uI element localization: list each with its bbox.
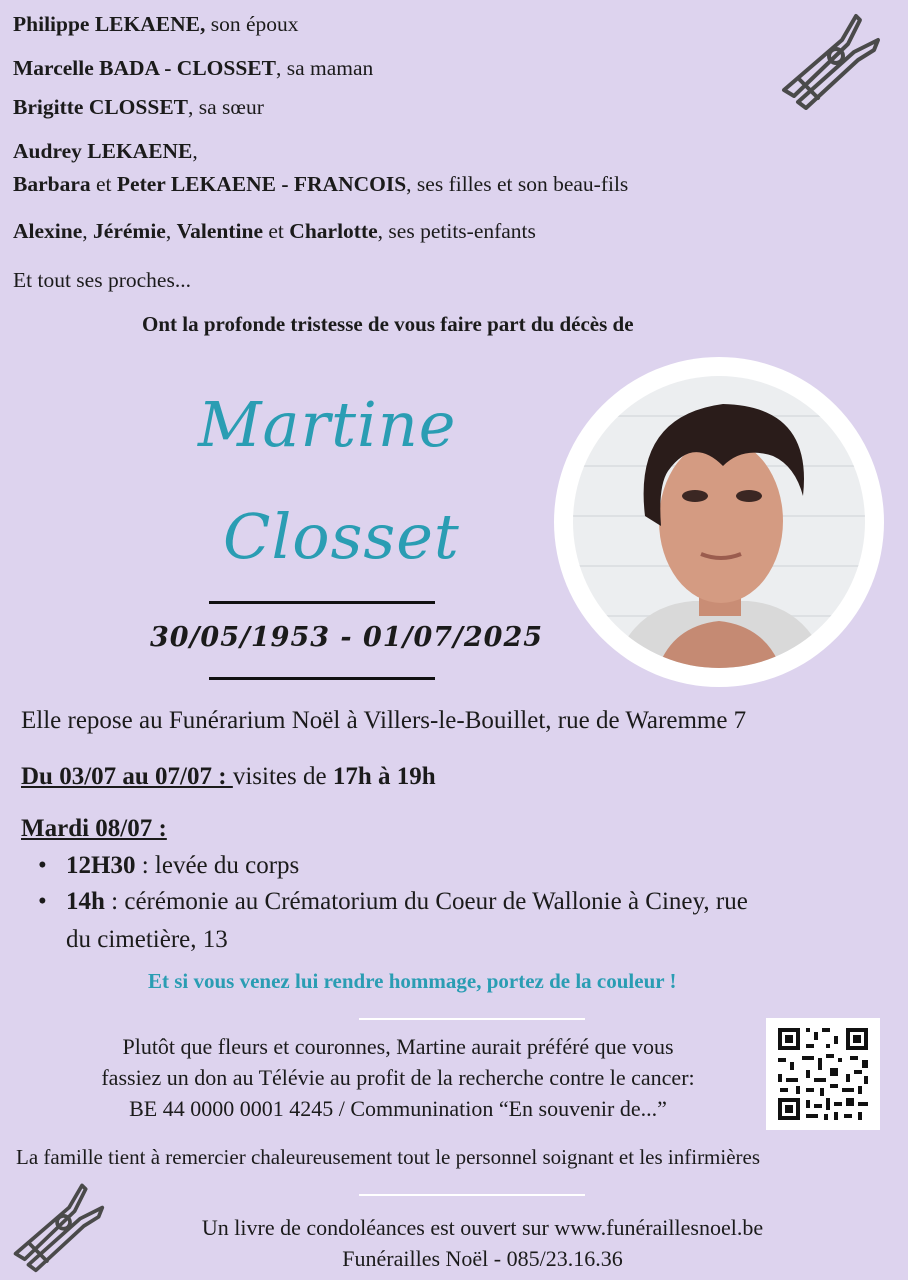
life-dates: 30/05/1953 - 01/07/2025 <box>150 622 544 653</box>
bullet-icon: • <box>38 888 47 915</box>
family-line: Philippe LEKAENE, son époux <box>13 12 299 36</box>
family-line: Marcelle BADA - CLOSSET, sa maman <box>13 56 374 80</box>
family-line: Alexine, Jérémie, Valentine et Charlotte, ses petits-enfants <box>13 219 536 243</box>
donation-text: Plutôt que fleurs et couronnes, Martine aurait préféré que vous fassiez un don au Télévie au profit de la recherche contre le cancer: BE 44 0000 0001 4245 / Communination “En souvenir de...” <box>101 1034 695 1121</box>
family-line: Audrey LEKAENE, <box>13 139 198 163</box>
ceremony-day: Mardi 08/07 : <box>21 815 167 842</box>
contact-phone: Funérailles Noël - 085/23.16.36 <box>342 1246 623 1271</box>
clothespin-icon <box>10 1178 106 1274</box>
rest-place: Elle repose au Funérarium Noël à Villers-le-Bouillet, rue de Waremme 7 <box>21 707 747 734</box>
portrait-photo <box>573 376 865 668</box>
clothespin-icon <box>778 10 882 110</box>
color-note: Et si vous venez lui rendre hommage, portez de la couleur ! <box>148 969 677 993</box>
family-line: Barbara et Peter LEKAENE - FRANCOIS, ses filles et son beau-fils <box>13 172 629 196</box>
qr-code[interactable] <box>766 1018 880 1130</box>
family-line: Brigitte CLOSSET, sa sœur <box>13 95 264 119</box>
condolence-link[interactable]: Un livre de condoléances est ouvert sur www.funéraillesnoel.be <box>201 1215 764 1240</box>
thanks-text: La famille tient à remercier chaleureusement tout le personnel soignant et les infirmières <box>16 1145 761 1169</box>
deceased-first-name: Martine <box>198 388 457 461</box>
visits-line: Du 03/07 au 07/07 : visites de 17h à 19h <box>21 763 436 790</box>
bullet-icon: • <box>38 852 47 879</box>
divider <box>359 1194 585 1196</box>
family-line: Et tout ses proches... <box>13 268 191 292</box>
divider <box>359 1018 585 1020</box>
divider <box>209 601 435 604</box>
divider <box>209 677 435 680</box>
footer <box>100 1212 865 1274</box>
deceased-last-name: Closset <box>223 500 460 573</box>
